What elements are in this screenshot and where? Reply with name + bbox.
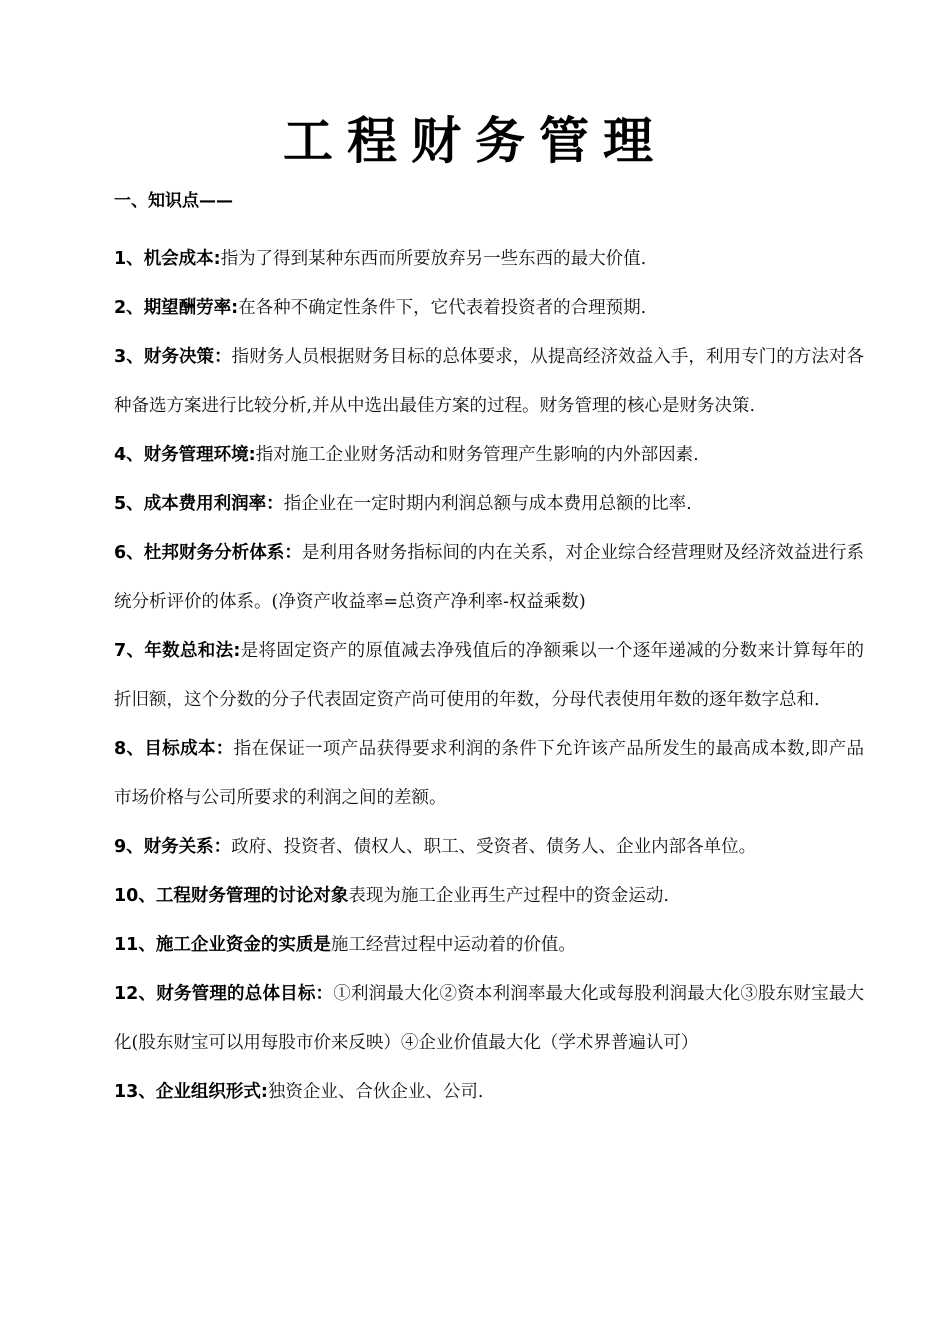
- knowledge-item: [114, 921, 864, 970]
- knowledge-item: [114, 1068, 864, 1117]
- item-term: 年数总和法:: [144, 641, 241, 661]
- knowledge-item: [114, 823, 864, 872]
- item-term: 期望酬劳率:: [143, 298, 239, 318]
- knowledge-item: [114, 235, 864, 284]
- item-number: 10、: [114, 886, 156, 906]
- knowledge-item: [114, 333, 864, 431]
- item-definition: 指对施工企业财务活动和财务管理产生影响的内外部因素.: [255, 445, 699, 465]
- item-definition: ①利润最大化②资本利润率最大化或每股利润最大化③股东财宝最大化(股东财宝可以用每股市价来反映）④企业价值最大化（学术界普遍认可）: [114, 984, 865, 1053]
- document-title: 工程财务管理: [283, 112, 667, 170]
- item-definition: 指为了得到某种东西而所要放弃另一些东西的最大价值.: [220, 249, 647, 269]
- knowledge-item: [114, 725, 864, 823]
- item-definition: 表现为施工企业再生产过程中的资金运动.: [348, 886, 669, 906]
- item-definition: 指财务人员根据财务目标的总体要求，从提高经济效益入手，利用专门的方法对各种备选方案进行比较分析,并从中选出最佳方案的过程。财务管理的核心是财务决策.: [114, 347, 864, 416]
- item-number: 6、: [114, 543, 144, 563]
- item-term: 财务关系：: [143, 837, 232, 857]
- item-term: 财务决策：: [143, 347, 232, 367]
- knowledge-item: [114, 970, 864, 1068]
- item-number: 7、: [114, 641, 145, 661]
- item-definition: 指在保证一项产品获得要求利润的条件下允许该产品所发生的最高成本数,即产品市场价格与公司所要求的利润之间的差额。: [114, 739, 865, 808]
- knowledge-item: [114, 284, 864, 333]
- item-number: 1、: [114, 249, 144, 269]
- item-definition: 是利用各财务指标间的内在关系，对企业综合经营理财及经济效益进行系统分析评价的体系。(净资产收益率=总资产净利率-权益乘数): [114, 543, 864, 612]
- knowledge-item: [114, 431, 864, 480]
- knowledge-item: [114, 627, 864, 725]
- item-number: 9、: [114, 837, 144, 857]
- item-definition: 独资企业、合伙企业、公司.: [267, 1082, 484, 1102]
- item-definition: 施工经营过程中运动着的价值。: [330, 935, 576, 955]
- item-definition: 是将固定资产的原值减去净残值后的净额乘以一个逐年递减的分数来计算每年的折旧额，这个分数的分子代表固定资产尚可使用的年数，分母代表使用年数的逐年数字总和.: [114, 641, 864, 710]
- item-term: 财务管理环境:: [143, 445, 256, 465]
- item-term: 财务管理的总体目标：: [156, 984, 334, 1004]
- item-number: 4、: [114, 445, 144, 465]
- section-heading: 一、知识点——: [114, 191, 233, 211]
- knowledge-item: [114, 480, 864, 529]
- item-term: 杜邦财务分析体系：: [143, 543, 302, 563]
- item-number: 3、: [114, 347, 144, 367]
- knowledge-item: [114, 529, 864, 627]
- item-number: 11、: [114, 935, 156, 955]
- item-definition: 政府、投资者、债权人、职工、受资者、债务人、企业内部各单位。: [231, 837, 757, 857]
- item-number: 5、: [114, 494, 144, 514]
- knowledge-point-list: [114, 235, 864, 1117]
- item-number: 8、: [114, 739, 145, 759]
- item-term: 施工企业资金的实质是: [155, 935, 331, 955]
- item-number: 13、: [114, 1082, 156, 1102]
- item-term: 成本费用利润率：: [143, 494, 284, 514]
- item-definition: 指企业在一定时期内利润总额与成本费用总额的比率.: [283, 494, 692, 514]
- item-definition: 在各种不确定性条件下，它代表着投资者的合理预期.: [238, 298, 647, 318]
- item-number: 2、: [114, 298, 144, 318]
- item-term: 企业组织形式:: [155, 1082, 268, 1102]
- item-term: 目标成本：: [144, 739, 234, 759]
- item-term: 工程财务管理的讨论对象: [155, 886, 349, 906]
- item-term: 机会成本:: [143, 249, 221, 269]
- item-number: 12、: [114, 984, 157, 1004]
- knowledge-item: [114, 872, 864, 921]
